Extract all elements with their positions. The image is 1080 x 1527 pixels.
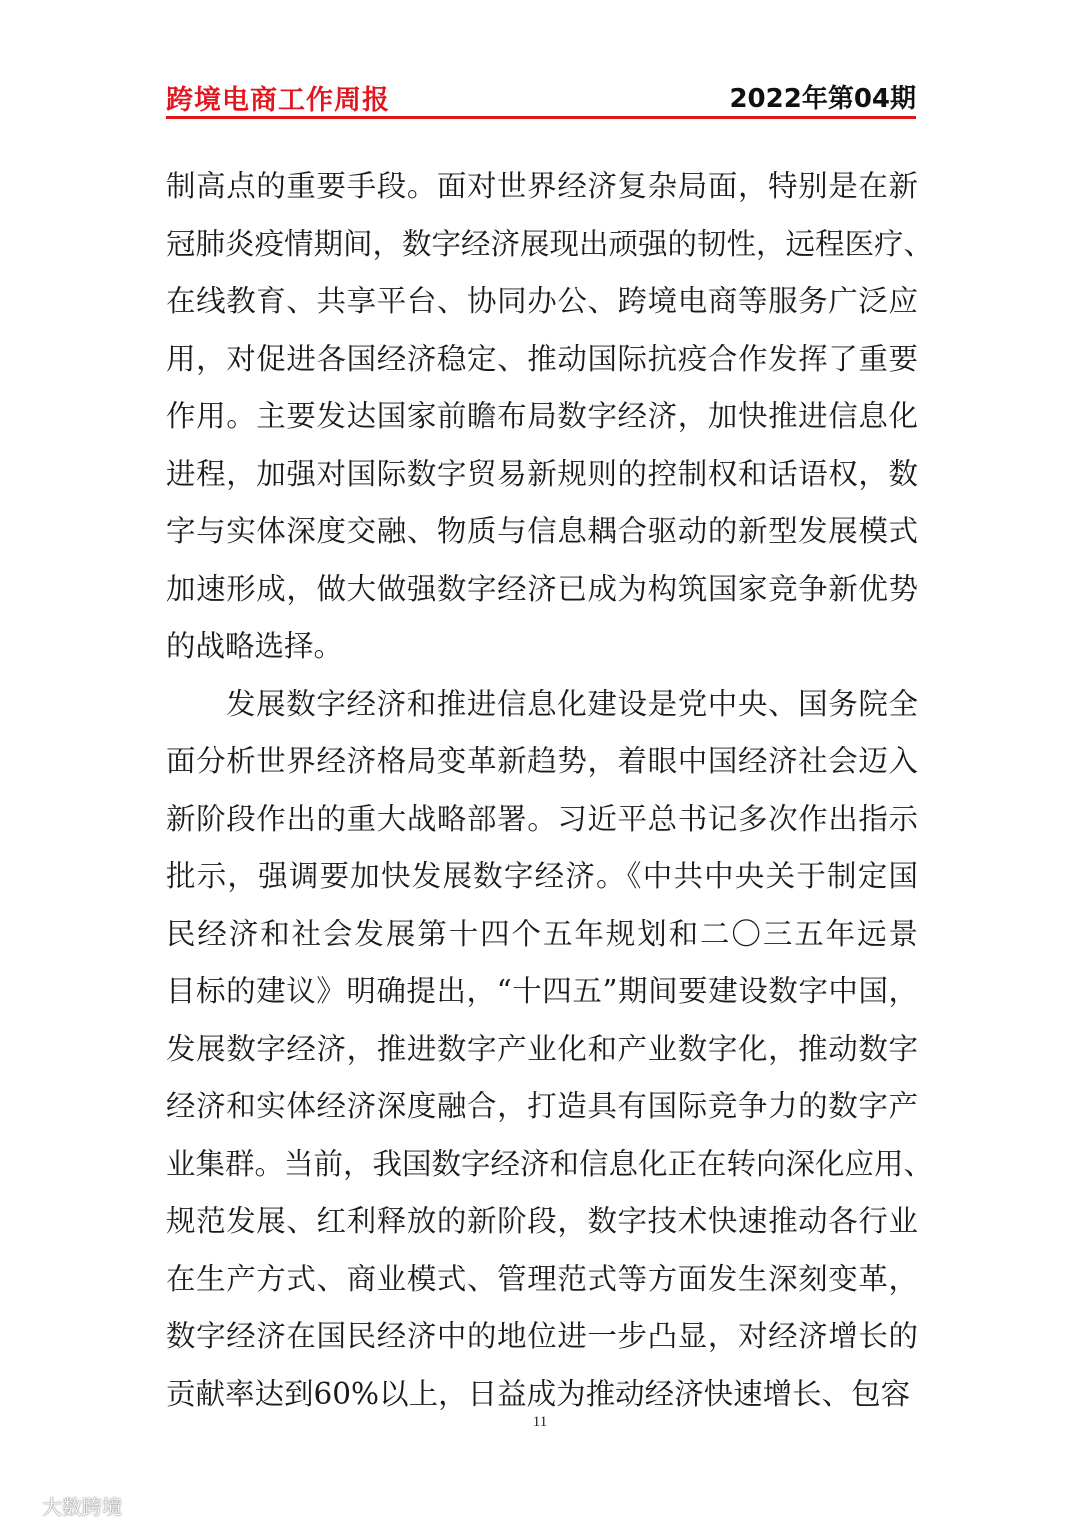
text-line: 经济和实体经济深度融合，打造具有国际竞争力的数字产 — [166, 1089, 918, 1123]
paragraph — [166, 676, 934, 1424]
text-line: 冠肺炎疫情期间，数字经济展现出顽强的韧性，远程医疗、 — [166, 226, 934, 261]
text-line: 进程，加强对国际数字贸易新规则的控制权和话语权，数 — [166, 456, 918, 491]
publication-title: 跨境电商工作周报 — [166, 85, 390, 116]
page-header — [166, 72, 916, 120]
text-line: 加速形成，做大做强数字经济已成为构筑国家竞争新优势 — [166, 571, 918, 606]
text-line: 发展数字经济和推进信息化建设是党中央、国务院全 — [226, 686, 918, 721]
text-line: 发展数字经济，推进数字产业化和产业数字化，推动数字 — [166, 1031, 918, 1066]
text-line: 字与实体深度交融、物质与信息耦合驱动的新型发展模式 — [166, 514, 918, 548]
paragraph — [166, 158, 934, 676]
issue-number: 2022年第04期 — [729, 84, 916, 114]
text-line: 民经济和社会发展第十四个五年规划和二〇三五年远景 — [166, 916, 918, 951]
text-line: 数字经济在国民经济中的地位进一步凸显，对经济增长的 — [166, 1319, 918, 1353]
text-line: 用，对促进各国经济稳定、推动国际抗疫合作发挥了重要 — [166, 341, 918, 376]
text-line: 制高点的重要手段。面对世界经济复杂局面，特别是在新 — [166, 169, 918, 203]
text-line: 批示，强调要加快发展数字经济。《中共中央关于制定国 — [166, 859, 918, 893]
text-line: 规范发展、红利释放的新阶段，数字技术快速推动各行业 — [166, 1204, 918, 1238]
text-line: 的战略选择。 — [166, 629, 344, 663]
text-line: 贡献率达到60%以上，日益成为推动经济快速增长、包容 — [166, 1376, 911, 1411]
text-line: 作用。主要发达国家前瞻布局数字经济，加快推进信息化 — [166, 399, 918, 433]
weibo-logo-icon — [8, 1492, 38, 1518]
article-body — [166, 158, 934, 1423]
text-line: 业集群。当前，我国数字经济和信息化正在转向深化应用、 — [166, 1146, 934, 1181]
watermark — [8, 1490, 122, 1520]
page-number: 11 — [532, 1414, 548, 1430]
text-line: 新阶段作出的重大战略部署。习近平总书记多次作出指示 — [166, 801, 918, 836]
text-line: 在生产方式、商业模式、管理范式等方面发生深刻变革， — [166, 1261, 918, 1296]
text-line: 面分析世界经济格局变革新趋势，着眼中国经济社会迈入 — [166, 744, 918, 778]
text-line: 目标的建议》明确提出，“十四五”期间要建设数字中国， — [166, 974, 918, 1008]
text-line: 在线教育、共享平台、协同办公、跨境电商等服务广泛应 — [166, 284, 918, 318]
watermark-text: 大数跨境 — [42, 1494, 122, 1519]
header-divider — [166, 116, 916, 119]
